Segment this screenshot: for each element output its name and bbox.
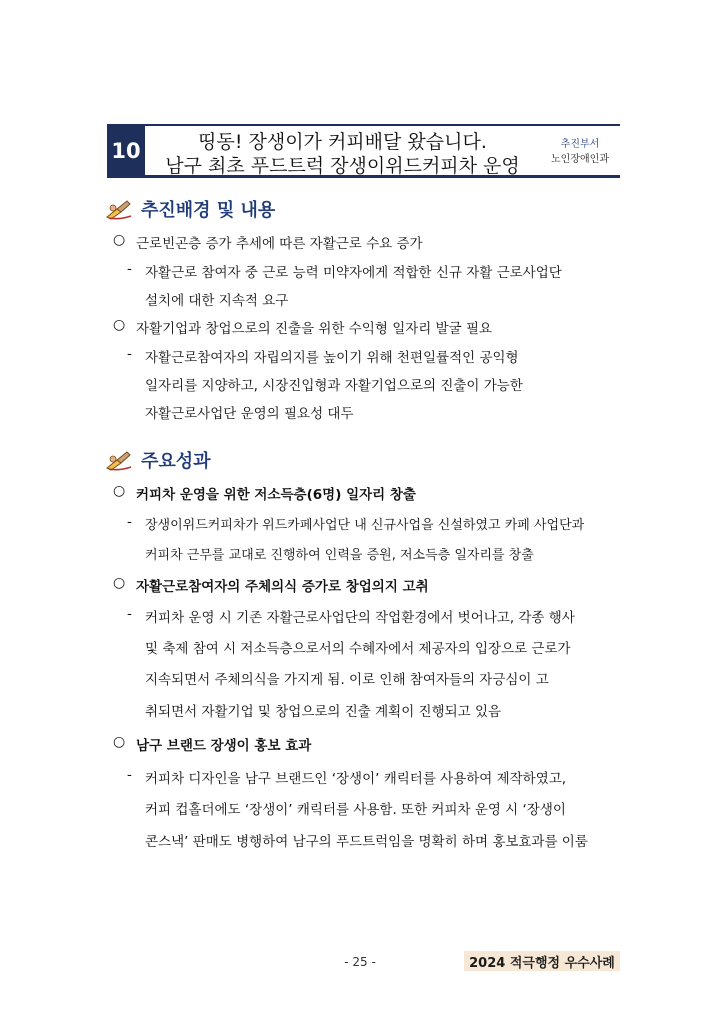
list-item: 커피차 디자인을 남구 브랜드인 ‘장생이’ 캐릭터를 사용하여 제작하였고, xyxy=(145,771,567,787)
list-bullet: ○ xyxy=(113,483,126,499)
case-title-line1: 띵동! 장생이가 커피배달 왔습니다. xyxy=(198,131,487,153)
list-item: 콘스낵’ 판매도 병행하여 남구의 푸드트럭임을 명확히 하며 홍보효과를 이룸 xyxy=(145,834,588,850)
list-item: 자활근로 참여자 중 근로 능력 미약자에게 적합한 신규 자활 근로사업단 xyxy=(145,265,562,281)
list-bullet: ○ xyxy=(113,734,126,750)
result-heading: 자활근로참여자의 주체의식 증가로 창업의지 고취 xyxy=(136,579,429,595)
section-results-heading xyxy=(105,447,211,473)
list-item: 커피차 운영 시 기존 자활근로사업단의 작업환경에서 벗어나고, 각종 행사 xyxy=(145,610,575,626)
list-item: 자활기업과 창업으로의 진출을 위한 수익형 일자리 발굴 필요 xyxy=(136,321,493,337)
list-item: 지속되면서 주체의식을 가지게 됨. 이로 인해 참여자들의 자긍심이 고 xyxy=(145,672,549,688)
pen-writing-icon xyxy=(105,449,133,471)
case-title-line2: 남구 최초 푸드트럭 장생이위드커피차 운영 xyxy=(165,155,520,177)
section-background-heading xyxy=(105,196,275,222)
list-item: 근로빈곤층 증가 추세에 따른 자활근로 수요 증가 xyxy=(136,236,423,252)
list-bullet: - xyxy=(127,346,132,362)
list-item: 일자리를 지양하고, 시장진입형과 자활기업으로의 진출이 가능한 xyxy=(145,378,523,394)
pen-writing-icon xyxy=(105,198,133,220)
list-item: 자활근로사업단 운영의 필요성 대두 xyxy=(145,406,354,422)
list-bullet: - xyxy=(127,767,132,783)
list-bullet: - xyxy=(127,261,132,277)
list-item: 장생이위드커피차가 위드카페사업단 내 신규사업을 신설하였고 카페 사업단과 xyxy=(145,518,585,533)
list-bullet: - xyxy=(127,514,132,530)
list-item: 자활근로참여자의 자립의지를 높이기 위해 천편일률적인 공익형 xyxy=(145,350,519,366)
case-header xyxy=(107,124,620,178)
list-item: 및 축제 참여 시 저소득층으로서의 수혜자에서 제공자의 입장으로 근로가 xyxy=(145,641,571,657)
list-item: 커피 컵홀더에도 ‘장생이’ 캐릭터를 사용함. 또한 커피차 운영 시 ‘장생이 xyxy=(145,802,566,818)
list-bullet: ○ xyxy=(113,232,126,248)
list-item: 취되면서 자활기업 및 창업으로의 진출 계획이 진행되고 있음 xyxy=(145,704,502,720)
page-number: - 25 - xyxy=(344,955,376,969)
list-bullet: - xyxy=(127,606,132,622)
section-results-title: 주요성과 xyxy=(141,451,211,472)
case-number: 10 xyxy=(107,126,145,175)
list-item: 설치에 대한 지속적 요구 xyxy=(145,293,289,309)
dept-label: 추진부서 xyxy=(560,139,600,150)
list-item: 커피차 근무를 교대로 진행하여 인력을 증원, 저소득층 일자리를 창출 xyxy=(145,548,534,563)
section-background-title: 추진배경 및 내용 xyxy=(141,200,276,221)
list-bullet: ○ xyxy=(113,575,126,591)
list-bullet: ○ xyxy=(113,317,126,333)
result-heading: 커피차 운영을 위한 저소득층(6명) 일자리 창출 xyxy=(136,487,416,503)
result-heading: 남구 브랜드 장생이 홍보 효과 xyxy=(136,738,312,754)
document-title-badge: 2024 적극행정 우수사례 xyxy=(464,951,620,971)
dept-name: 노인장애인과 xyxy=(551,154,609,165)
